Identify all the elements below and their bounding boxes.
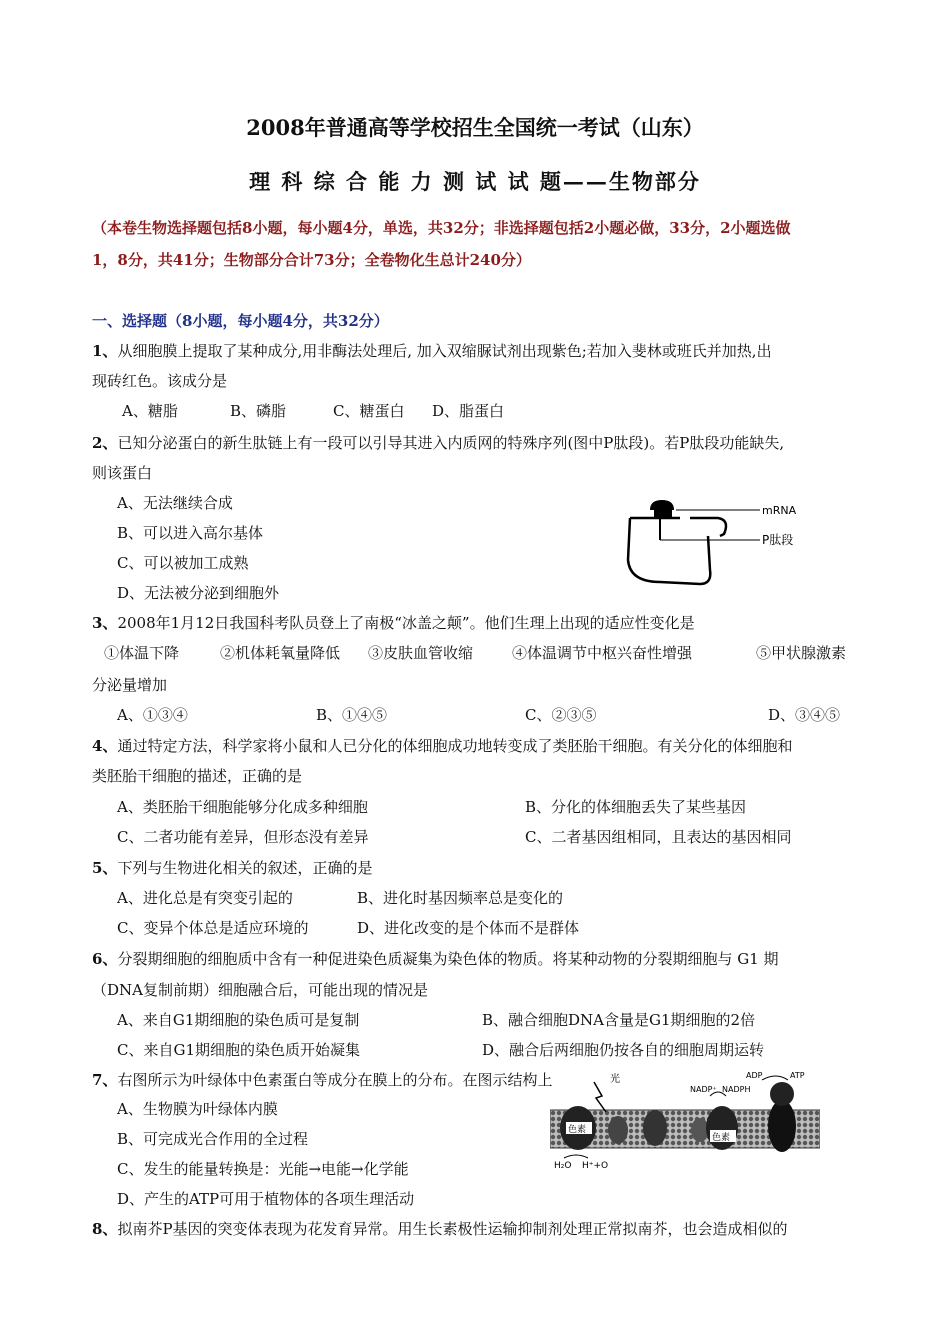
question-number: 2、 bbox=[92, 434, 118, 452]
option-a: A、生物膜为叶绿体内膜 bbox=[117, 1100, 278, 1118]
hplus-o-label: H⁺+O bbox=[582, 1161, 609, 1171]
score-note-line1: （本卷生物选择题包括8小题，每小题4分，单选，共32分；非选择题包括2小题必做，33分，2小题选做 bbox=[92, 219, 791, 237]
exam-subtitle: 理 科 综 合 能 力 测 试 试 题——生物部分 bbox=[249, 169, 701, 194]
mrna-label: mRNA bbox=[762, 504, 797, 517]
section-heading: 一、选择题（8小题，每小题4分，共32分） bbox=[92, 312, 389, 330]
option-b: B、融合细胞DNA含量是G1期细胞的2倍 bbox=[482, 1011, 756, 1029]
question-number: 4、 bbox=[92, 737, 118, 755]
option-d: D、产生的ATP可用于植物体的各项生理活动 bbox=[117, 1190, 415, 1208]
question-7 bbox=[92, 1070, 552, 1090]
question-text: 从细胞膜上提取了某种成分,用非酶法处理后, 加入双缩脲试剂出现紫色;若加入斐林或班氏并加热,出 bbox=[117, 342, 772, 360]
pigment-label-1: 色素 bbox=[568, 1125, 587, 1135]
question-2-cont: 则该蛋白 bbox=[92, 464, 153, 482]
question-text: 2008年1月12日我国科考队员登上了南极“冰盖之颠”。他们生理上出现的适应性变化是 bbox=[117, 614, 695, 632]
nadph-label: NADPH bbox=[722, 1085, 751, 1094]
option-d: D、脂蛋白 bbox=[432, 402, 505, 420]
question-text: 分裂期细胞的细胞质中含有一种促进染色质凝集为染色体的物质。将某种动物的分裂期细胞与 G1 期 bbox=[117, 950, 779, 968]
question-4 bbox=[92, 736, 792, 756]
option-b: B、可以进入高尔基体 bbox=[117, 524, 264, 542]
light-label: 光 bbox=[610, 1074, 620, 1085]
question-number: 5、 bbox=[92, 859, 118, 877]
water-label: H₂O bbox=[554, 1161, 572, 1171]
question-3-cont: 分泌量增加 bbox=[92, 676, 168, 694]
question-text: 右图所示为叶绿体中色素蛋白等成分在膜上的分布。在图示结构上 bbox=[117, 1071, 553, 1089]
option-a: A、糖脂 bbox=[122, 402, 178, 420]
question-text: 已知分泌蛋白的新生肽链上有一段可以引导其进入内质网的特殊序列(图中P肽段)。若P肽段功能缺失, bbox=[117, 434, 785, 452]
option-a: A、进化总是有突变引起的 bbox=[117, 889, 293, 907]
item-1: ①体温下降 bbox=[104, 644, 180, 662]
option-c: C、来自G1期细胞的染色质开始凝集 bbox=[117, 1041, 361, 1059]
question-8 bbox=[92, 1219, 788, 1239]
option-a: A、无法继续合成 bbox=[117, 494, 233, 512]
option-d: D、③④⑤ bbox=[768, 706, 841, 724]
option-b: B、分化的体细胞丢失了某些基因 bbox=[525, 798, 747, 816]
question-5 bbox=[92, 858, 372, 878]
question-6-cont: （DNA复制前期）细胞融合后，可能出现的情况是 bbox=[92, 981, 428, 999]
option-a: A、①③④ bbox=[117, 706, 188, 724]
adp-label: ADP bbox=[746, 1071, 763, 1080]
option-c: C、二者功能有差异，但形态没有差异 bbox=[117, 828, 369, 846]
nadp-label: NADP⁺ bbox=[690, 1085, 717, 1094]
option-d: C、二者基因组相同，且表达的基因相同 bbox=[525, 828, 792, 846]
option-a: A、来自G1期细胞的染色质可是复制 bbox=[117, 1011, 360, 1029]
question-number: 3、 bbox=[92, 614, 118, 632]
question-4-cont: 类胚胎干细胞的描述，正确的是 bbox=[92, 767, 303, 785]
exam-title: 2008年普通高等学校招生全国统一考试（山东） bbox=[246, 115, 704, 140]
option-c: C、可以被加工成熟 bbox=[117, 554, 249, 572]
thylakoid-membrane-diagram bbox=[550, 1068, 820, 1178]
item-2: ②机体耗氧量降低 bbox=[220, 644, 341, 662]
question-number: 8、 bbox=[92, 1220, 118, 1238]
question-text: 拟南芥P基因的突变体表现为花发育异常。用生长素极性运输抑制剂处理正常拟南芥，也会造成相似的 bbox=[117, 1220, 788, 1238]
option-b: B、可完成光合作用的全过程 bbox=[117, 1130, 309, 1148]
option-d: D、融合后两细胞仍按各自的细胞周期运转 bbox=[482, 1041, 765, 1059]
item-5: ⑤甲状腺激素 bbox=[756, 644, 847, 662]
question-number: 7、 bbox=[92, 1071, 118, 1089]
question-text: 通过特定方法，科学家将小鼠和人已分化的体细胞成功地转变成了类胚胎干细胞。有关分化的体细胞和 bbox=[117, 737, 793, 755]
question-text: 下列与生物进化相关的叙述，正确的是 bbox=[117, 859, 373, 877]
atp-label: ATP bbox=[790, 1071, 805, 1080]
question-3 bbox=[92, 613, 695, 633]
option-b: B、磷脂 bbox=[230, 402, 287, 420]
option-c: C、变异个体总是适应环境的 bbox=[117, 919, 309, 937]
question-number: 6、 bbox=[92, 950, 118, 968]
option-c: C、发生的能量转换是：光能→电能→化学能 bbox=[117, 1160, 409, 1178]
option-a: A、类胚胎干细胞能够分化成多种细胞 bbox=[117, 798, 368, 816]
p-peptide-label: P肽段 bbox=[762, 533, 794, 547]
option-d: D、进化改变的是个体而不是群体 bbox=[357, 919, 580, 937]
question-number: 1、 bbox=[92, 342, 118, 360]
pigment-label-2: 色素 bbox=[712, 1133, 731, 1143]
item-4: ④体温调节中枢兴奋性增强 bbox=[512, 644, 693, 662]
option-d: D、无法被分泌到细胞外 bbox=[117, 584, 280, 602]
ribosome-diagram bbox=[620, 490, 820, 590]
option-b: B、①④⑤ bbox=[316, 706, 388, 724]
question-1 bbox=[92, 341, 772, 361]
option-b: B、进化时基因频率总是变化的 bbox=[357, 889, 564, 907]
question-2 bbox=[92, 433, 784, 453]
question-1-cont: 现砖红色。该成分是 bbox=[92, 372, 228, 390]
item-3: ③皮肤血管收缩 bbox=[368, 644, 474, 662]
question-6 bbox=[92, 949, 779, 969]
score-note-line2: 1，8分，共41分；生物部分合计73分；全卷物化生总计240分） bbox=[92, 251, 531, 269]
option-c: C、糖蛋白 bbox=[333, 402, 405, 420]
option-c: C、②③⑤ bbox=[525, 706, 597, 724]
